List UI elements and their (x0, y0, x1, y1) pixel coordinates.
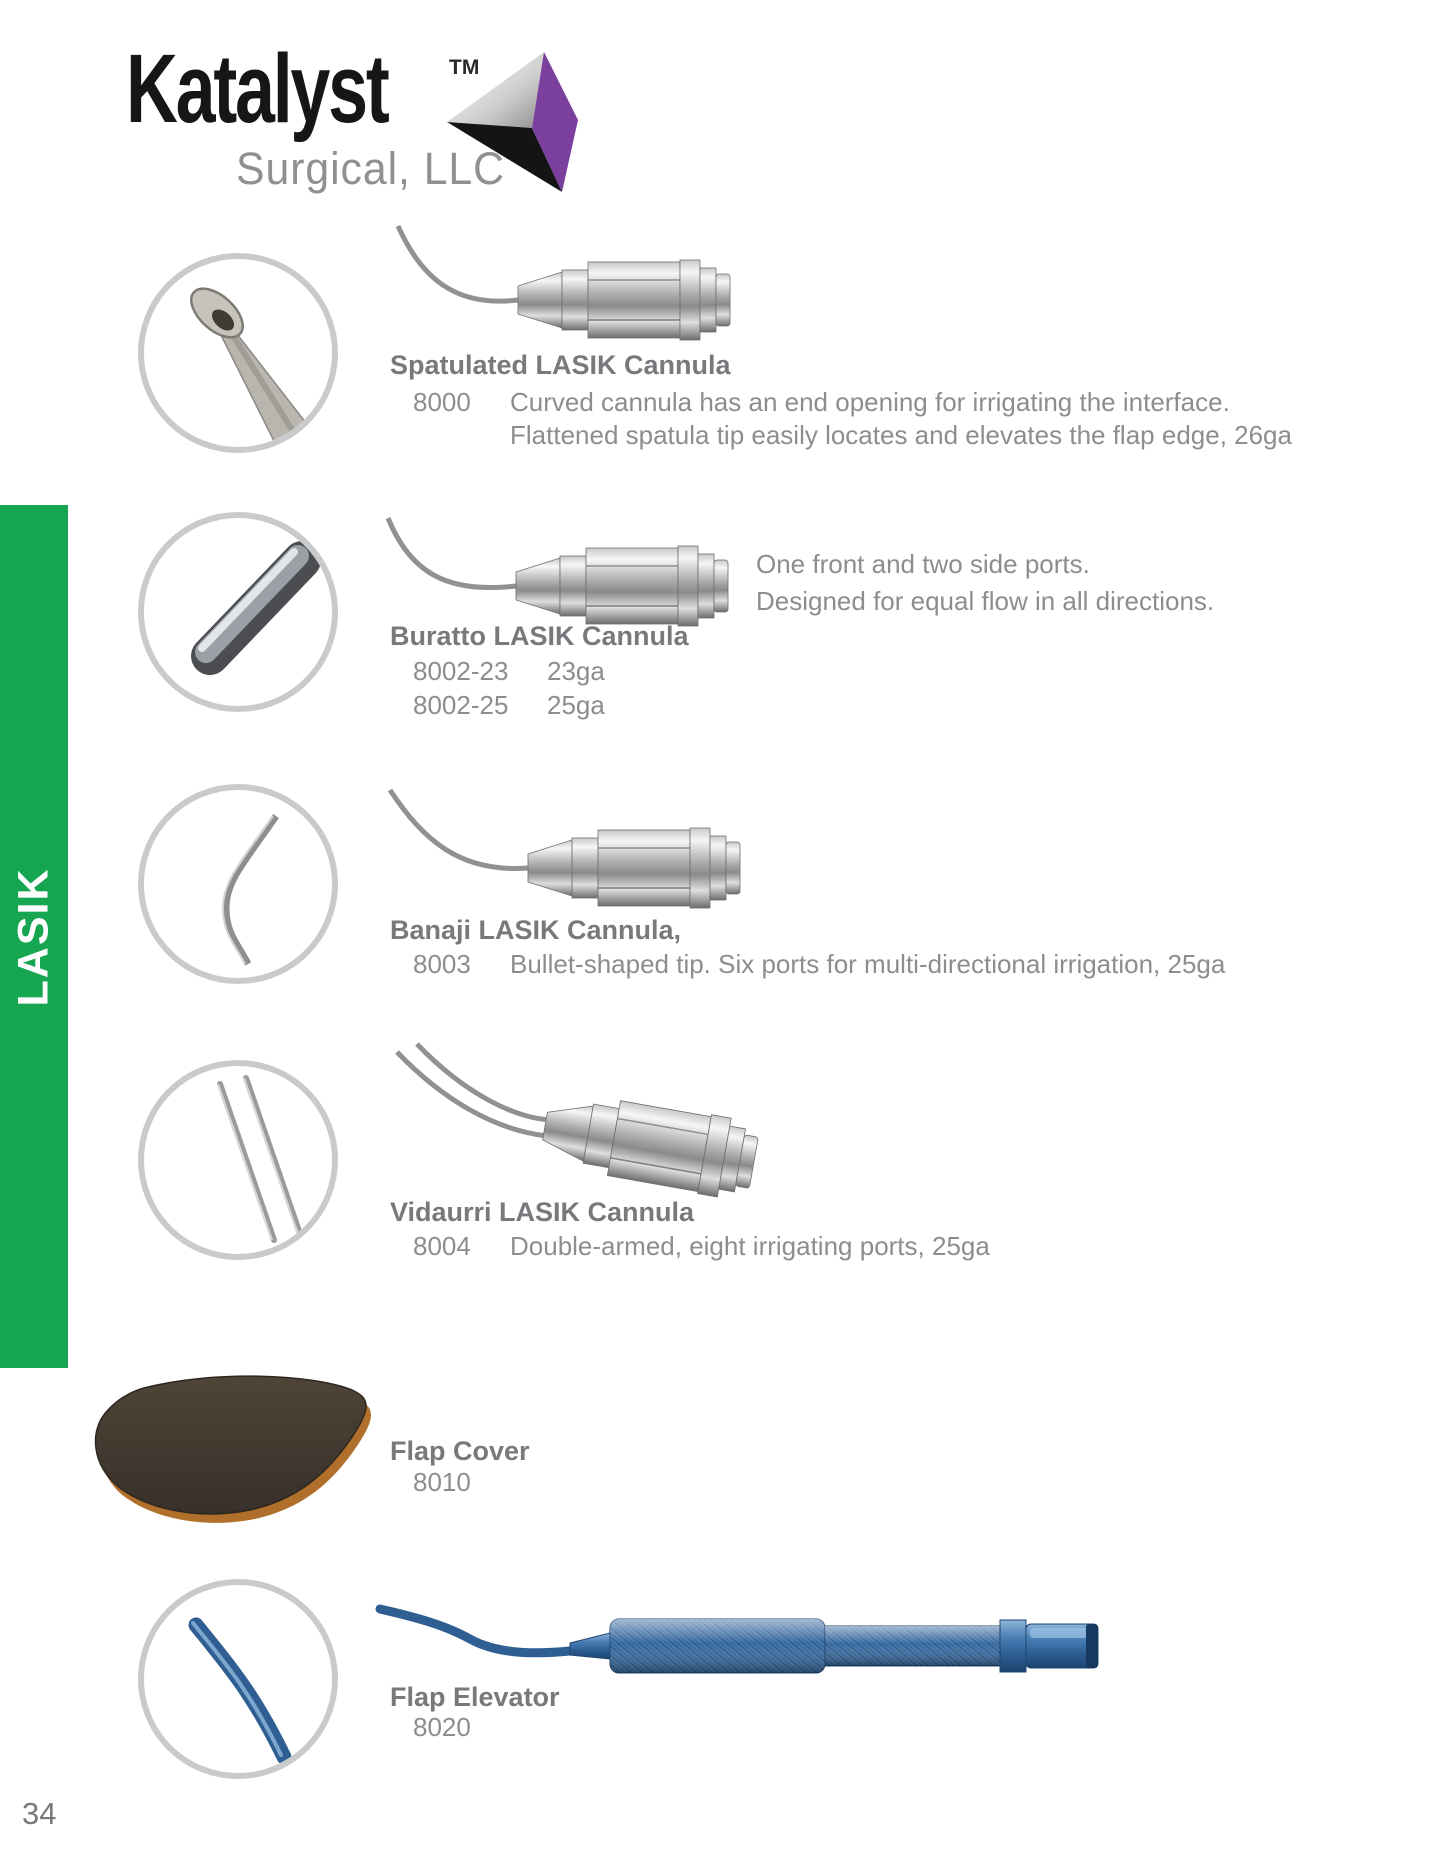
logo-trademark: TM (449, 56, 480, 79)
product-row (413, 655, 605, 688)
buratto-cannula-photo (376, 510, 761, 628)
product-code: 8002-23 (413, 656, 509, 686)
vidaurri-cannula-photo (383, 1038, 778, 1198)
product-row (413, 948, 1225, 981)
product-code (413, 419, 510, 452)
product-row (413, 386, 1230, 419)
product-desc: Bullet-shaped tip. Six ports for multi-directional irrigation, 25ga (510, 949, 1226, 979)
logo-subtitle: Surgical, LLC (236, 143, 505, 194)
product-desc: Double-armed, eight irrigating ports, 25ga (510, 1231, 990, 1261)
product-code: 8003 (413, 949, 471, 979)
product-code: 8020 (413, 1712, 471, 1742)
spatulated-tip-detail-photo (134, 249, 342, 457)
product-row (413, 1466, 510, 1499)
product-row (413, 689, 605, 722)
product-name-banaji: Banaji LASIK Cannula, (390, 915, 682, 945)
product-note-line: Designed for equal flow in all directions. (756, 586, 1215, 616)
vidaurri-tip-detail-photo (134, 1056, 342, 1264)
product-code: 8010 (413, 1467, 471, 1497)
product-desc: 25ga (547, 690, 605, 720)
buratto-tip-detail-photo (134, 508, 342, 716)
sidebar-label: LASIK (9, 867, 58, 1006)
product-desc: 23ga (547, 656, 605, 686)
logo-brand-text: Katalyst (126, 34, 388, 143)
flap-elevator-tip-detail-photo (134, 1575, 342, 1783)
product-desc: Flattened spatula tip easily locates and elevates the flap edge, 26ga (510, 420, 1292, 450)
sidebar-lasik-band (0, 505, 68, 1368)
product-code: 8000 (413, 387, 471, 417)
product-code: 8002-25 (413, 690, 509, 720)
product-row (413, 1230, 990, 1263)
product-name-buratto: Buratto LASIK Cannula (390, 621, 689, 651)
banaji-tip-detail-photo (134, 780, 342, 988)
page-number: 34 (22, 1796, 57, 1831)
product-note-line: One front and two side ports. (756, 549, 1090, 579)
product-code: 8004 (413, 1231, 471, 1261)
flap-cover-photo (84, 1362, 389, 1537)
banaji-cannula-photo (378, 778, 773, 918)
product-row (413, 1711, 510, 1744)
product-name-flap-elevator: Flap Elevator (390, 1682, 560, 1712)
logo (126, 34, 479, 143)
product-desc: Curved cannula has an end opening for irrigating the interface. (510, 387, 1230, 417)
product-name-vidaurri: Vidaurri LASIK Cannula (390, 1197, 695, 1227)
product-name-flap-cover: Flap Cover (390, 1436, 530, 1466)
product-name-spatulated: Spatulated LASIK Cannula (390, 350, 731, 380)
product-row (413, 419, 1292, 452)
spatulated-cannula-photo (368, 220, 768, 348)
